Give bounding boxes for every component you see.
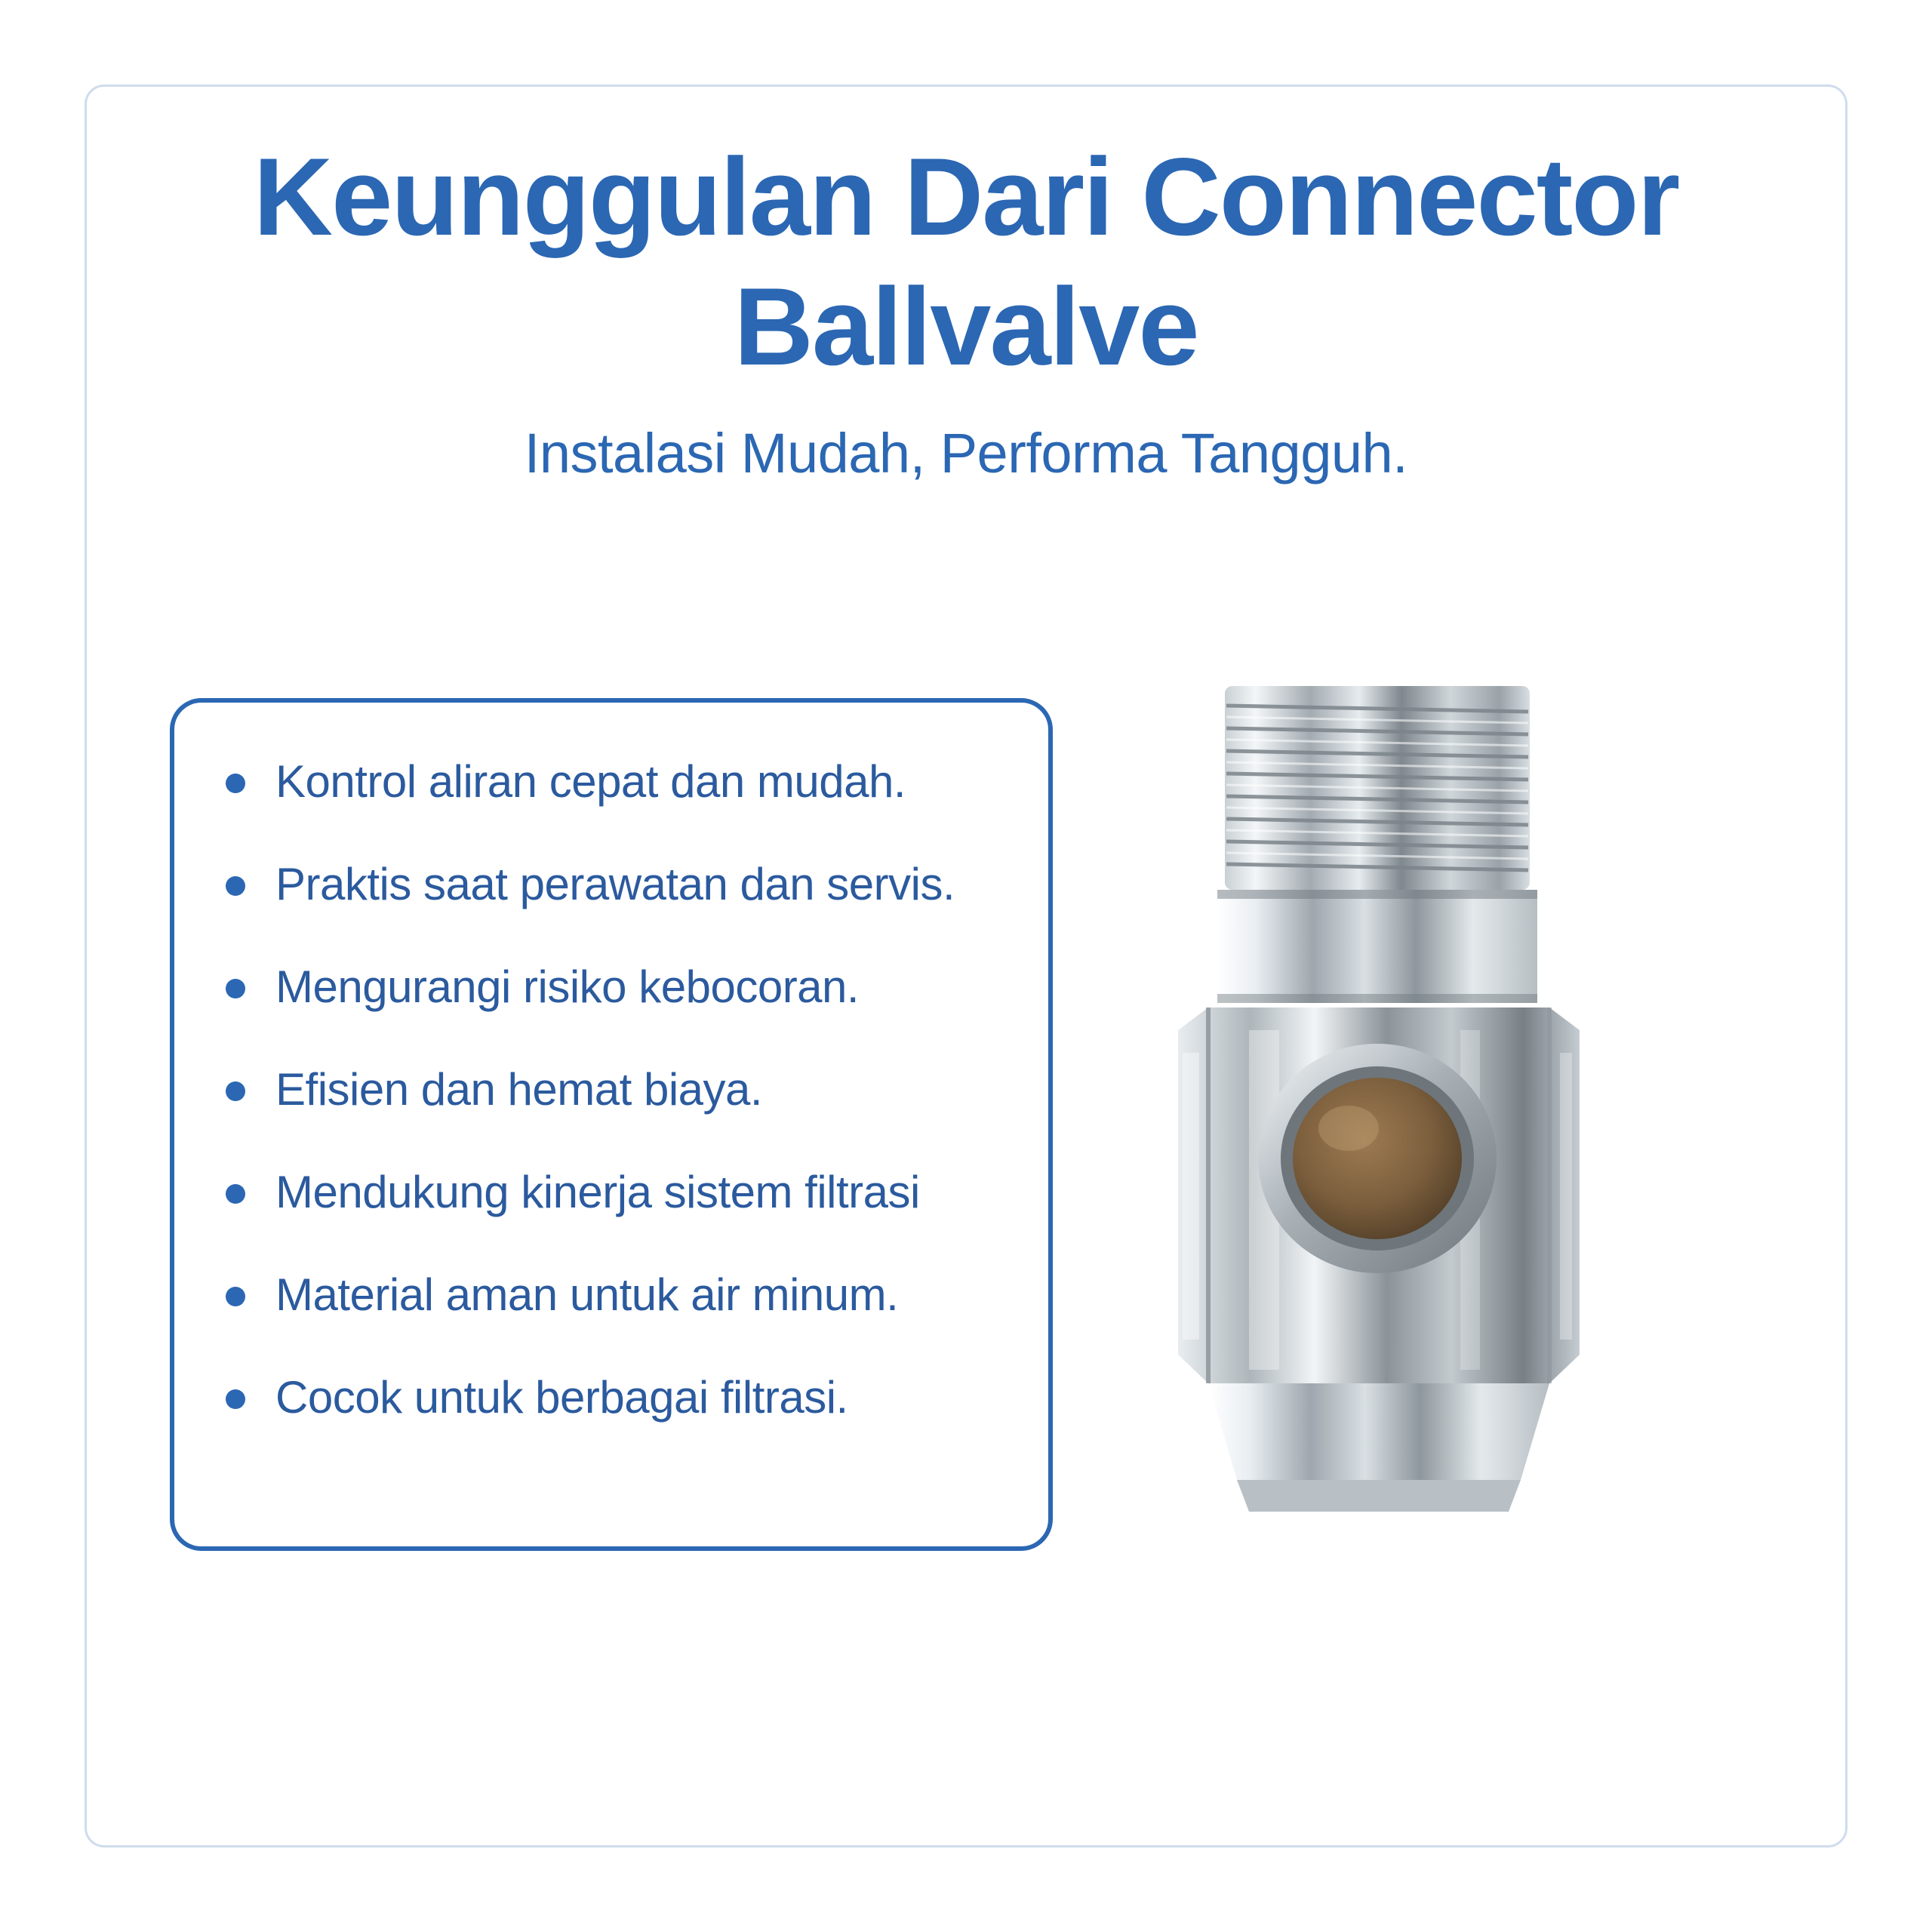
feature-label: Material aman untuk air minum. bbox=[275, 1269, 899, 1320]
feature-label: Praktis saat perawatan dan servis. bbox=[275, 859, 955, 909]
bullet-icon bbox=[226, 1389, 245, 1409]
bullet-icon bbox=[226, 1287, 245, 1306]
page-title: Keunggulan Dari Connector Ballvalve bbox=[253, 135, 1679, 389]
feature-label: Kontrol aliran cepat dan mudah. bbox=[275, 756, 906, 807]
bullet-icon bbox=[226, 1184, 245, 1204]
product-photo bbox=[1136, 675, 1619, 1566]
poster-card bbox=[85, 85, 1847, 1847]
bullet-icon bbox=[226, 1081, 245, 1101]
list-item bbox=[174, 962, 1048, 1012]
features-list bbox=[174, 703, 1048, 1423]
list-item bbox=[174, 1270, 1048, 1320]
features-panel bbox=[170, 698, 1053, 1551]
bullet-icon bbox=[226, 979, 245, 998]
feature-label: Efisien dan hemat biaya. bbox=[275, 1064, 763, 1115]
list-item bbox=[174, 1373, 1048, 1423]
list-item bbox=[174, 860, 1048, 909]
bullet-icon bbox=[226, 774, 245, 793]
page-subtitle: Instalasi Mudah, Performa Tangguh. bbox=[524, 421, 1408, 485]
list-item bbox=[174, 757, 1048, 807]
feature-label: Mendukung kinerja sistem filtrasi bbox=[275, 1167, 920, 1217]
ballvalve-connector-illustration bbox=[1136, 675, 1619, 1566]
bullet-icon bbox=[226, 876, 245, 896]
list-item bbox=[174, 1065, 1048, 1115]
feature-label: Cocok untuk berbagai filtrasi. bbox=[275, 1372, 848, 1423]
list-item bbox=[174, 1168, 1048, 1217]
feature-label: Mengurangi risiko kebocoran. bbox=[275, 961, 860, 1012]
poster-header bbox=[87, 87, 1845, 485]
